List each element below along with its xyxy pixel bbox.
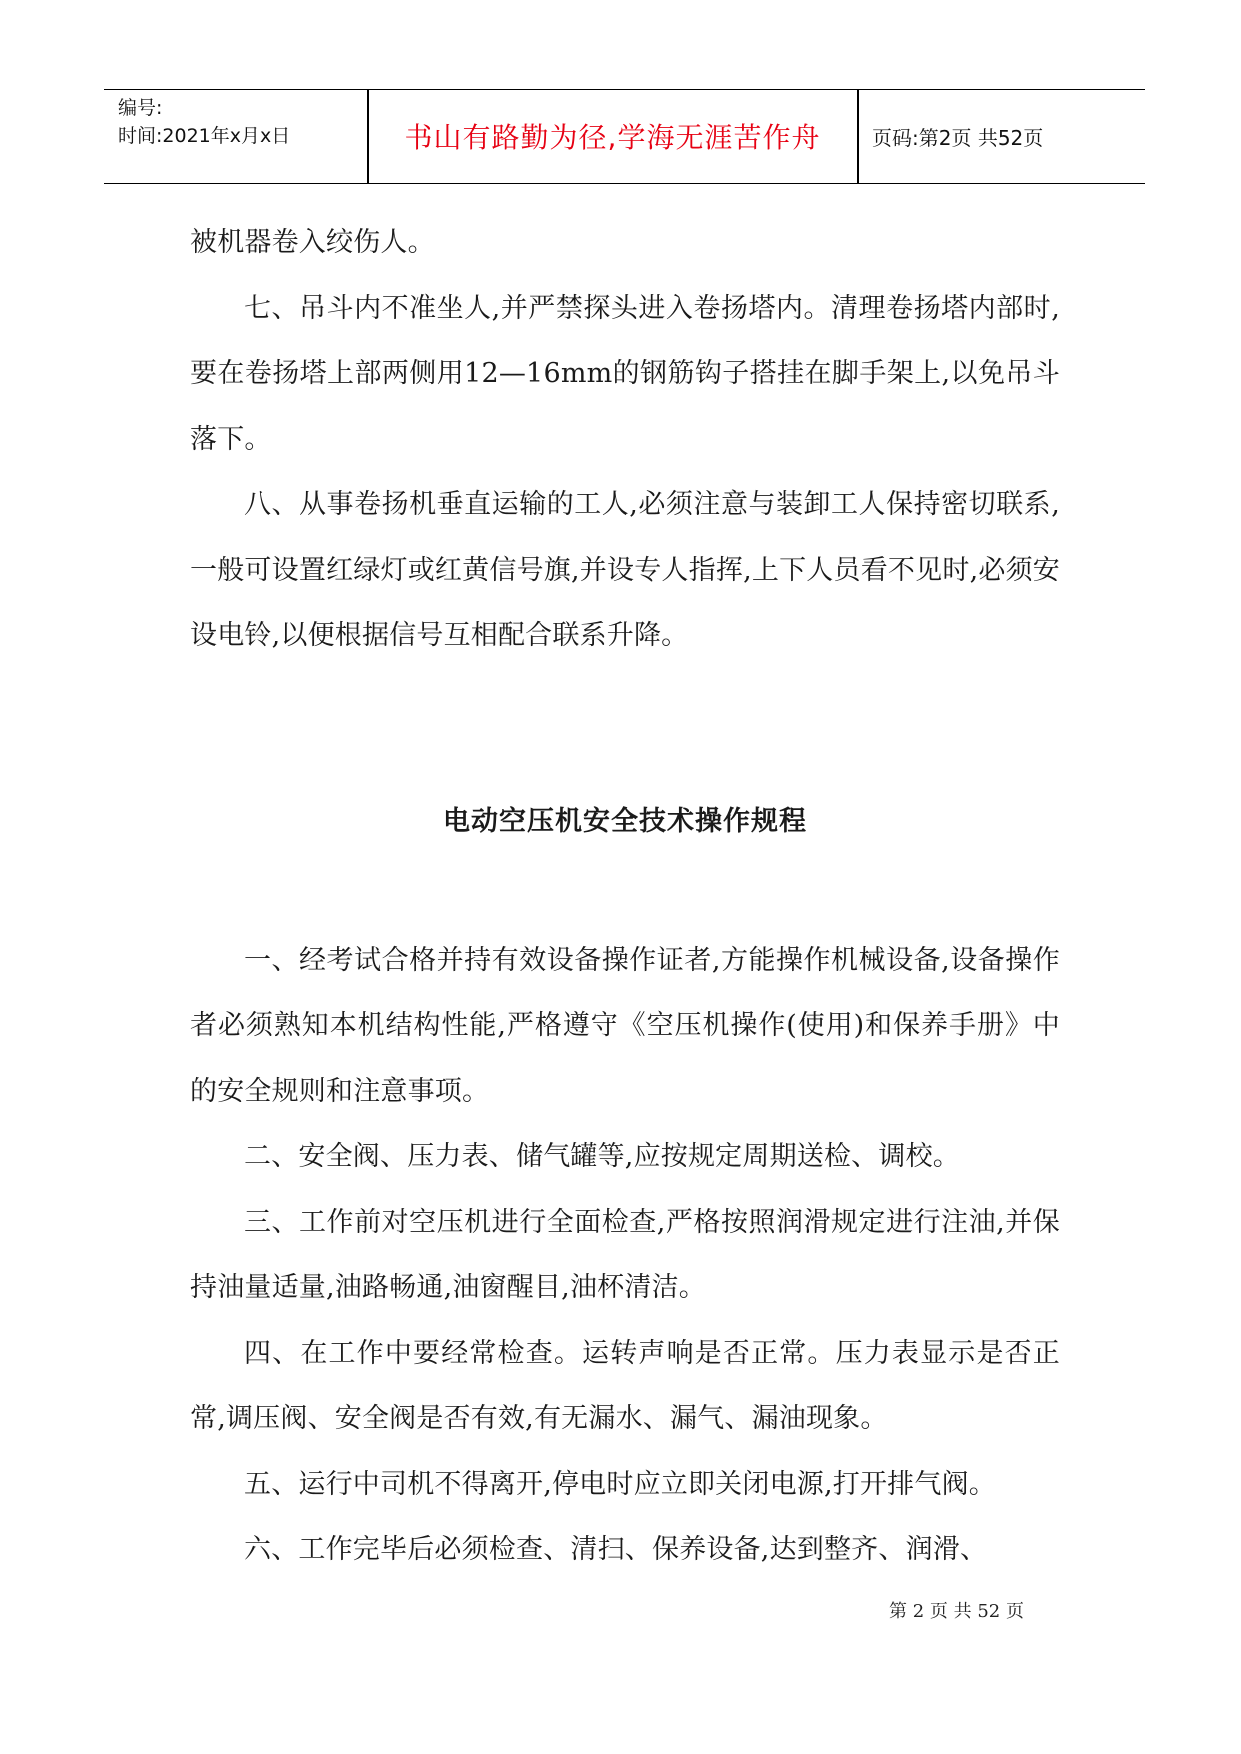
paragraph: 被机器卷入绞伤人。 <box>190 227 435 258</box>
header-motto: 书山有路勤为径,学海无涯苦作舟 <box>404 121 821 154</box>
section-title: 电动空压机安全技术操作规程 <box>443 805 807 837</box>
document-body <box>190 210 1060 1583</box>
paragraph: 四、在工作中要经常检查。运转声响是否正常。压力表显示是否正常,调压阀、安全阀是否有效,有无漏水、漏气、漏油现象。 <box>190 1337 1060 1434</box>
header-meta <box>118 94 290 150</box>
paragraph: 八、从事卷扬机垂直运输的工人,必须注意与装卸工人保持密切联系,一般可设置红绿灯或红黄信号旗,并设专人指挥,上下人员看不见时,必须安设电铃,以便根据信号互相配合联系升降。 <box>190 489 1060 651</box>
header-divider <box>857 90 859 183</box>
paragraph: 五、运行中司机不得离开,停电时应立即关闭电源,打开排气阀。 <box>244 1468 996 1500</box>
paragraph: 一、经考试合格并持有效设备操作证者,方能操作机械设备,设备操作者必须熟知本机结构性能,严格遵守《空压机操作(使用)和保养手册》中的安全规则和注意事项。 <box>190 944 1060 1107</box>
paragraph: 三、工作前对空压机进行全面检查,严格按照润滑规定进行注油,并保持油量适量,油路畅通,油窗醒目,油杯清洁。 <box>190 1206 1060 1303</box>
page-header <box>104 89 1145 184</box>
paragraph: 二、安全阀、压力表、储气罐等,应按规定周期送检、调校。 <box>244 1141 960 1172</box>
paragraph: 七、吊斗内不准坐人,并严禁探头进入卷扬塔内。清理卷扬塔内部时,要在卷扬塔上部两侧用12—16mm的钢筋钩子搭挂在脚手架上,以免吊斗落下。 <box>190 292 1060 455</box>
page-footer: 第 2 页 共 52 页 <box>889 1601 1024 1622</box>
document-number-label: 编号: <box>118 97 163 119</box>
document-time-label: 时间:2021年x月x日 <box>118 125 291 147</box>
paragraph: 六、工作完毕后必须检查、清扫、保养设备,达到整齐、润滑、 <box>244 1534 988 1565</box>
header-page-info: 页码:第2页 共52页 <box>872 125 1044 150</box>
